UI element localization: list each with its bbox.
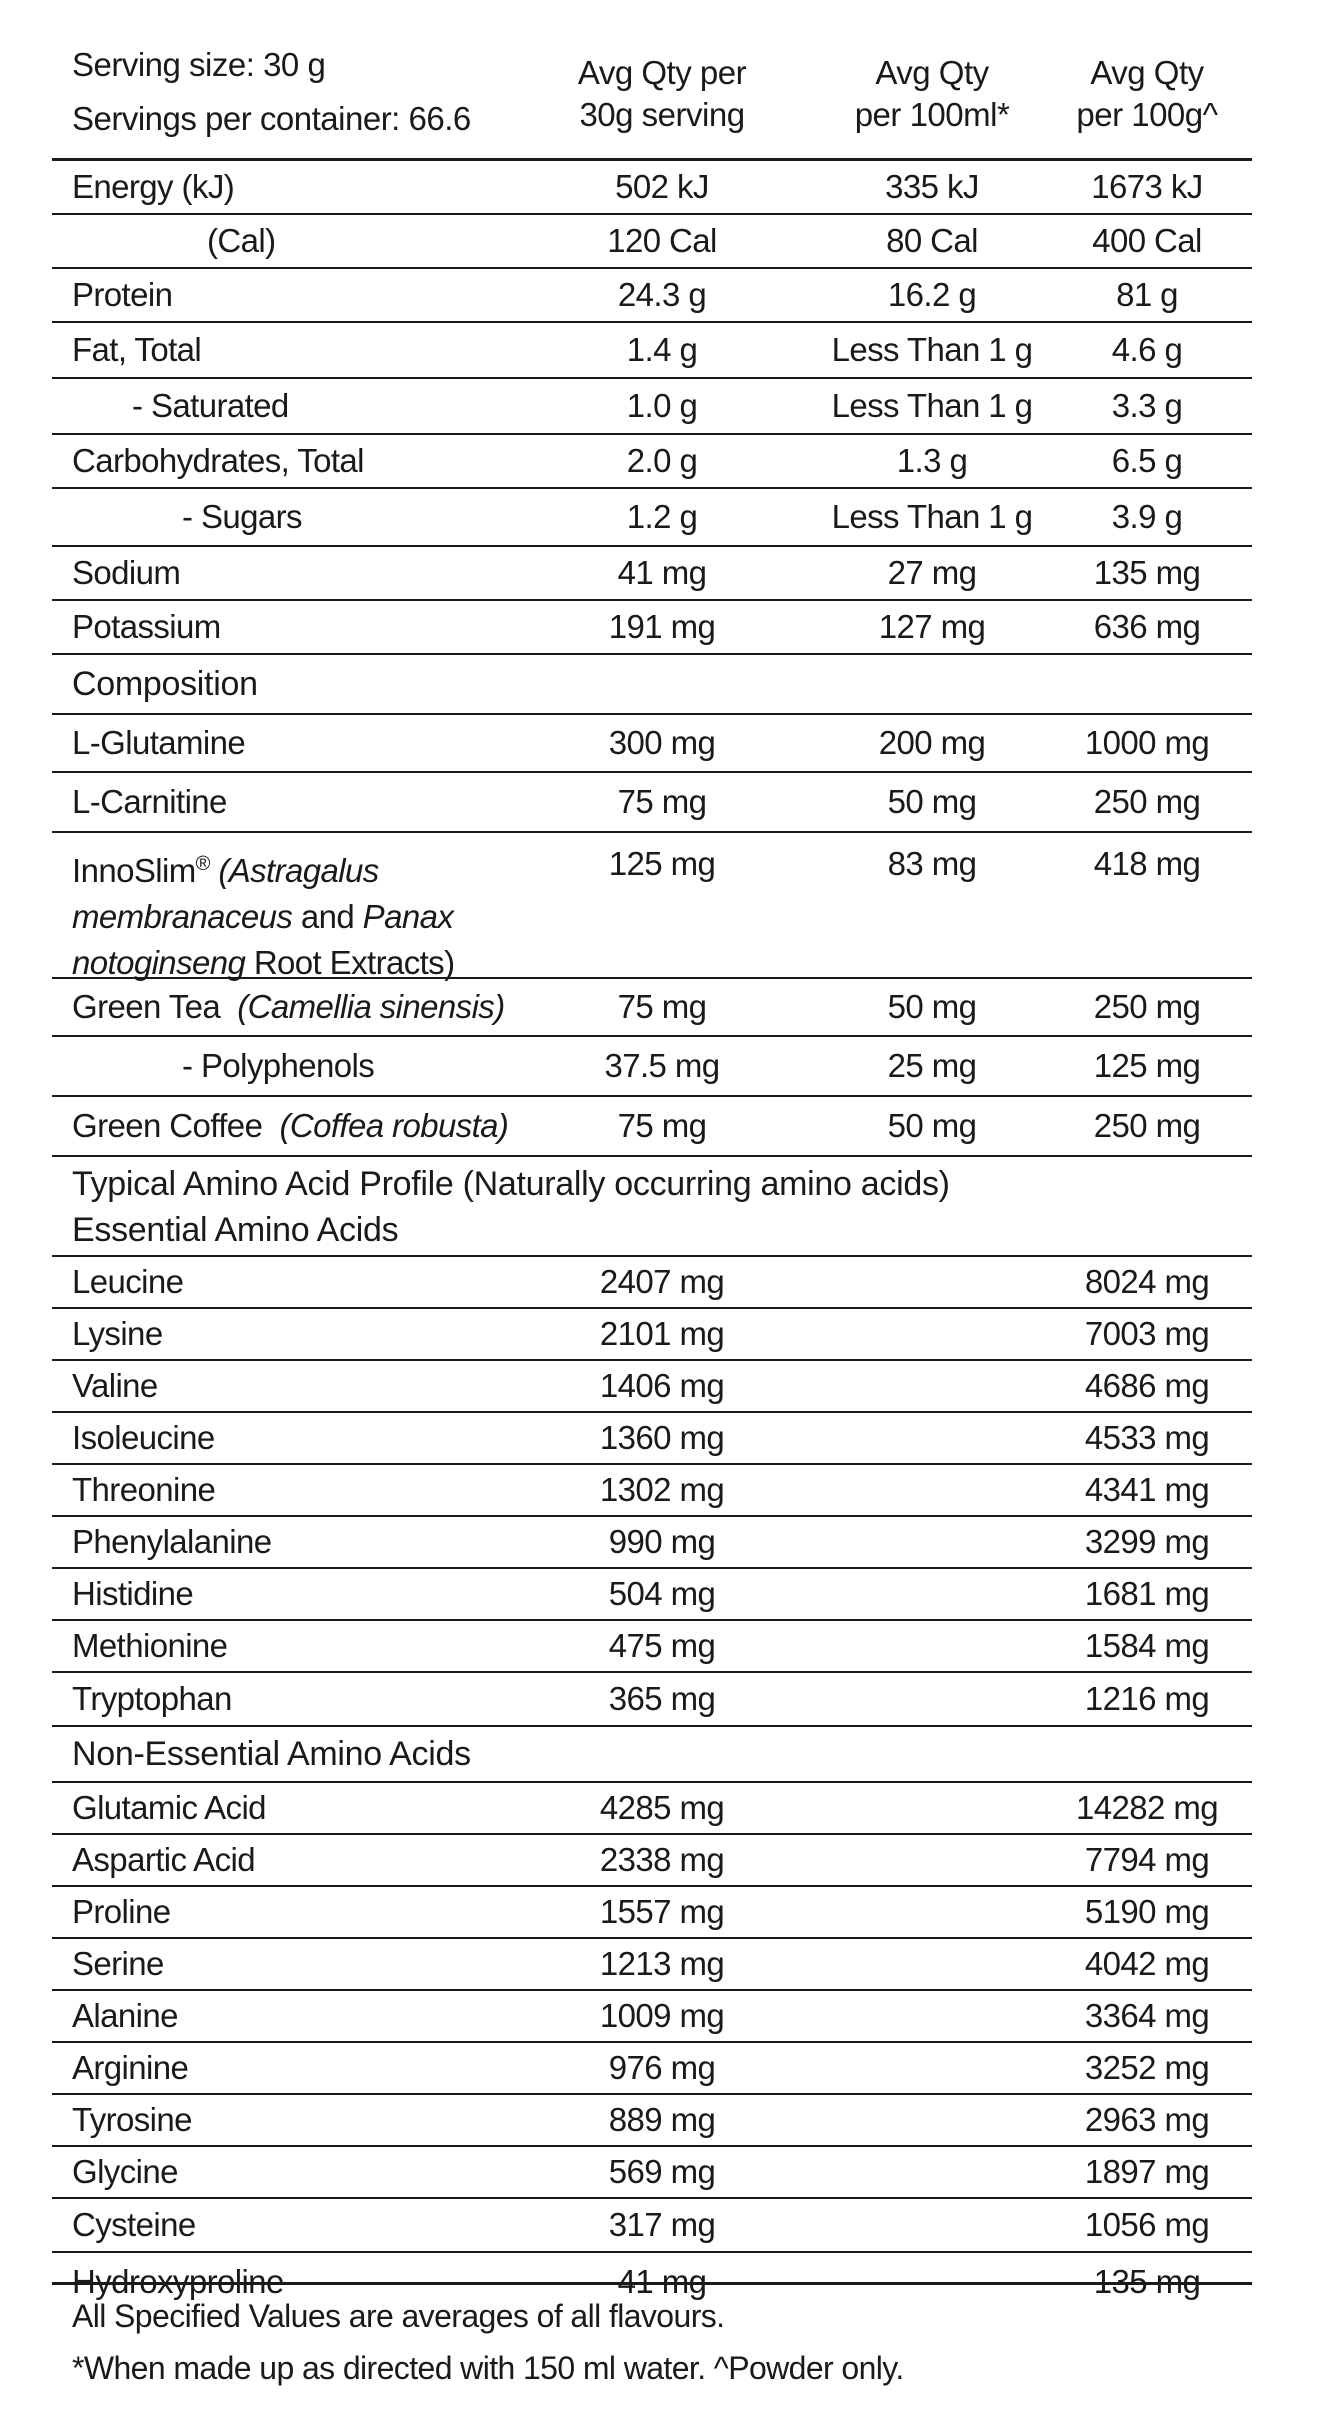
table-row: Valine 1406 mg 4686 mg xyxy=(52,1361,1252,1413)
serving-info xyxy=(72,38,471,146)
table-row: Serine 1213 mg 4042 mg xyxy=(52,1939,1252,1991)
composition-heading: Composition xyxy=(52,655,1252,715)
table-row: - Polyphenols 37.5 mg 25 mg 125 mg xyxy=(52,1037,1252,1097)
table-row: (Cal) 120 Cal 80 Cal 400 Cal xyxy=(52,215,1252,269)
table-row: Green Coffee (Coffea robusta) 75 mg 50 mg 250 mg xyxy=(52,1097,1252,1157)
col-header-per-100ml: Avg Qty per 100ml* xyxy=(854,54,1010,133)
nutrition-panel xyxy=(52,0,1252,2311)
amino-heading: Typical Amino Acid Profile (Naturally occurring amino acids) Essential Amino Acids xyxy=(52,1157,1252,1257)
table-row: - Sugars 1.2 g Less Than 1 g 3.9 g xyxy=(52,489,1252,547)
nonessential-amino-list xyxy=(52,1783,1252,2311)
footer-divider xyxy=(52,2282,1252,2285)
footnote-averages: All Specified Values are averages of all flavours. xyxy=(72,2298,725,2334)
table-row: Carbohydrates, Total 2.0 g 1.3 g 6.5 g xyxy=(52,435,1252,489)
essential-amino-list xyxy=(52,1257,1252,1727)
table-row: Energy (kJ) 502 kJ 335 kJ 1673 kJ xyxy=(52,161,1252,215)
table-row: Arginine 976 mg 3252 mg xyxy=(52,2043,1252,2095)
footnotes xyxy=(72,2290,904,2394)
table-row: Cysteine 317 mg 1056 mg xyxy=(52,2199,1252,2253)
table-row: Potassium 191 mg 127 mg 636 mg xyxy=(52,601,1252,655)
table-row: Lysine 2101 mg 7003 mg xyxy=(52,1309,1252,1361)
table-row: Leucine 2407 mg 8024 mg xyxy=(52,1257,1252,1309)
serving-size: Serving size: 30 g xyxy=(72,46,326,83)
table-row: Hydroxyproline 41 mg 135 mg xyxy=(72,2263,1201,2300)
table-row: Phenylalanine 990 mg 3299 mg xyxy=(52,1517,1252,1569)
table-header xyxy=(52,0,1252,161)
table-row: Sodium 41 mg 27 mg 135 mg xyxy=(52,547,1252,601)
nonessential-heading: Non-Essential Amino Acids xyxy=(52,1727,1252,1783)
table-row: Glutamic Acid 4285 mg 14282 mg xyxy=(52,1783,1252,1835)
table-row-innoslim: InnoSlim® (Astragalus membranaceus and Panax notoginseng Root Extracts) 125 mg 83 mg 418 mg xyxy=(52,833,1252,979)
table-row: L-Carnitine 75 mg 50 mg 250 mg xyxy=(52,773,1252,833)
table-row: Aspartic Acid 2338 mg 7794 mg xyxy=(52,1835,1252,1887)
servings-per-container: Servings per container: 66.6 xyxy=(72,100,471,137)
col-header-per-100g: Avg Qty per 100g^ xyxy=(1076,54,1218,133)
footnote-preparation: *When made up as directed with 150 ml water. ^Powder only. xyxy=(72,2350,904,2386)
table-row: Alanine 1009 mg 3364 mg xyxy=(52,1991,1252,2043)
table-row: Proline 1557 mg 5190 mg xyxy=(52,1887,1252,1939)
table-row: Histidine 504 mg 1681 mg xyxy=(52,1569,1252,1621)
table-row: Fat, Total 1.4 g Less Than 1 g 4.6 g xyxy=(52,323,1252,379)
table-row: Glycine 569 mg 1897 mg xyxy=(52,2147,1252,2199)
table-row: - Saturated 1.0 g Less Than 1 g 3.3 g xyxy=(52,379,1252,435)
table-row: Tryptophan 365 mg 1216 mg xyxy=(52,1673,1252,1727)
table-row: Protein 24.3 g 16.2 g 81 g xyxy=(52,269,1252,323)
table-row: L-Glutamine 300 mg 200 mg 1000 mg xyxy=(52,715,1252,773)
table-row: Methionine 475 mg 1584 mg xyxy=(52,1621,1252,1673)
table-row: Tyrosine 889 mg 2963 mg xyxy=(52,2095,1252,2147)
table-row: Green Tea (Camellia sinensis) 75 mg 50 mg 250 mg xyxy=(52,979,1252,1037)
table-row: Threonine 1302 mg 4341 mg xyxy=(52,1465,1252,1517)
col-header-per-serving: Avg Qty per 30g serving xyxy=(577,54,747,133)
table-row: Isoleucine 1360 mg 4533 mg xyxy=(52,1413,1252,1465)
